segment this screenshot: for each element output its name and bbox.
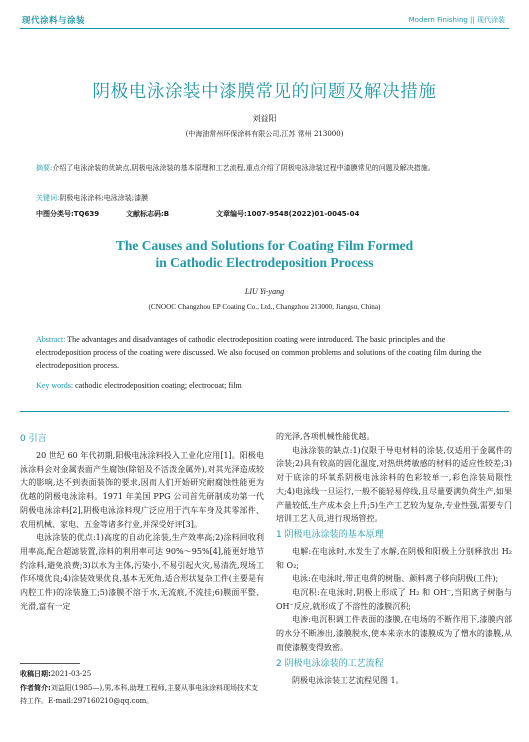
header-rule [20, 28, 509, 29]
journal-name-header: 现代涂料与涂装 [22, 16, 86, 26]
paragraph: 的光泽,各项机械性能优越。 [276, 432, 375, 441]
journal-name-header-en: Modern Finishing || 现代涂装 [408, 16, 505, 24]
author-bio-text: 刘益阳(1985—),男,本科,助理工程师,主要从事电泳涂料现场技术支持工作。E-mail:297160210@qq.com。 [20, 684, 258, 705]
received-label: 收稿日期: [20, 670, 51, 678]
document-code: 文献标志码:B [126, 210, 170, 218]
paragraph: 电渗:电沉积调工件表面的漆膜,在电场的不断作用下,漆膜内部的水分不断渗出,漆膜脱水,使本来亲水的漆膜成为了憎水的漆膜,从而使漆膜变得致密。 [276, 615, 512, 652]
section-heading-introduction: 0 引言 [20, 434, 47, 444]
paragraph: 电泳涂装的优点:1)高度的自动化涂装,生产效率高;2)涂料回收利用率高,配合超滤装置,涂料的利用率可达 90%～95%[4],能更好地节约涂料,避免浪费;3)以水为主体,污染小,不易引起火灾,易清洗,现场工作环境优良;4)涂装效果优良,基本无死角,适合形状复杂工件(主要是有内腔工件)的涂装施工;5)漆膜不溶于水,无流痕,不流挂;6)膜面平整、光滑,富有一定 [20, 533, 264, 611]
right-column [276, 430, 512, 687]
chinese-title: 阴极电泳涂装中漆膜常见的问题及解决措施 [92, 82, 437, 102]
author-bio-label: 作者简介: [20, 684, 51, 692]
abstract-text: 介绍了电泳涂装的优缺点,阴极电泳涂装的基本原理和工艺流程,重点介绍了阴极电泳涂装过程中漆膜常见的问题及解决措施。 [52, 164, 435, 172]
paragraph: 电泳涂装的缺点:1)仅限于导电材料的涂装,仅适用于金属件的涂装;2)具有较高的固化温度,对热烘烤敏感的材料的适应性较差;3)对于底涂的环氧系阴极电泳涂料的色彩较单一,彩色涂装局限性大;4)电泳线一旦运行,一般不能轻易停线,且尽量要满负荷生产,如果产量较低,生产成本会上升;5)生产工艺较为复杂,专业性强,需要专门培训工艺人员,进行现场管控。 [276, 445, 512, 524]
paragraph: 电解:在电泳时,水发生了水解,在阴极和阳极上分别释放出 H₂ 和 O₂; [276, 546, 512, 570]
english-keywords-text: cathodic electrodeposition coating; electrocoat; film [75, 381, 242, 390]
paragraph: 20 世纪 60 年代初期,阳极电泳涂料投入工业化应用[1]。阳极电泳涂料会对金属表面产生腐蚀(除铝及不活泼金属外),对其光泽造成较大的影响,达不到表面装饰的要求,因而人们开始研究耐腐蚀性能更为优越的阴极电泳涂料。1971 年美国 PPG 公司首先研制成功第一代阴极电泳涂料[2],阴极电泳涂料现广泛应用于汽车车身及其零部件、农用机械、家电、五金等诸多行业,并深受好评[3]。 [20, 451, 264, 529]
clc-number: 中图分类号:TQ639 [36, 210, 100, 218]
classification-row [36, 209, 498, 219]
keywords-label: 关键词: [36, 194, 60, 202]
paragraph: 电泳:在电泳时,带正电荷的树脂、颜料离子移向阴极(工件); [292, 574, 499, 584]
abstract-label: 摘要: [36, 164, 53, 172]
section-divider [20, 411, 509, 412]
paragraph: 阴极电泳涂装工艺流程见图 1。 [292, 675, 404, 685]
article-number: 文章编号:1007-9548(2022)01-0045-04 [216, 210, 360, 218]
section-heading-process: 2 阴极电泳涂装的工艺流程 [276, 658, 384, 669]
english-abstract-label: Abstract: [36, 335, 66, 344]
english-abstract [36, 333, 498, 372]
chinese-affiliation: (中海油常州环保涂料有限公司,江苏 常州 213000) [185, 130, 344, 138]
english-abstract-text: The advantages and disadvantages of cathodic electrodeposition coating were introduced. The basic principles and the electrodeposition process of the coating were discussed. We also focused on common problems and solutions of the coating film during the electrodeposition process. [36, 335, 482, 370]
chinese-keywords [36, 192, 498, 205]
english-title-line2: in Cathodic Electrodeposition Process [155, 255, 374, 270]
chinese-author: 刘益阳 [252, 114, 277, 123]
paragraph: 电沉积:在电泳时,阴极上形成了 H₂ 和 OH⁻,当阳离子树脂与 OH⁻反应,就形成了不溶性的漆膜沉积; [276, 588, 512, 611]
english-title [0, 237, 529, 271]
english-keywords-label: Key words: [36, 381, 74, 390]
received-date [20, 668, 264, 681]
english-author: LIU Yi-yang [244, 287, 285, 296]
english-title-line1: The Causes and Solutions for Coating Film Formed [115, 238, 414, 253]
left-column [20, 430, 264, 613]
keywords-text: 阴极电泳涂料;电泳涂装;漆膜 [59, 194, 149, 202]
section-heading-principle: 1 阴极电泳涂装的基本原理 [276, 529, 384, 540]
author-bio [20, 682, 264, 708]
chinese-abstract [36, 162, 498, 175]
english-affiliation: (CNOOC Changzhou EP Coating Co., Ltd., Changzhou 213000, Jiangsu, China) [148, 303, 381, 311]
footnote-rule [20, 663, 80, 664]
english-keywords [36, 381, 498, 390]
received-value: 2021-03-25 [50, 670, 92, 678]
